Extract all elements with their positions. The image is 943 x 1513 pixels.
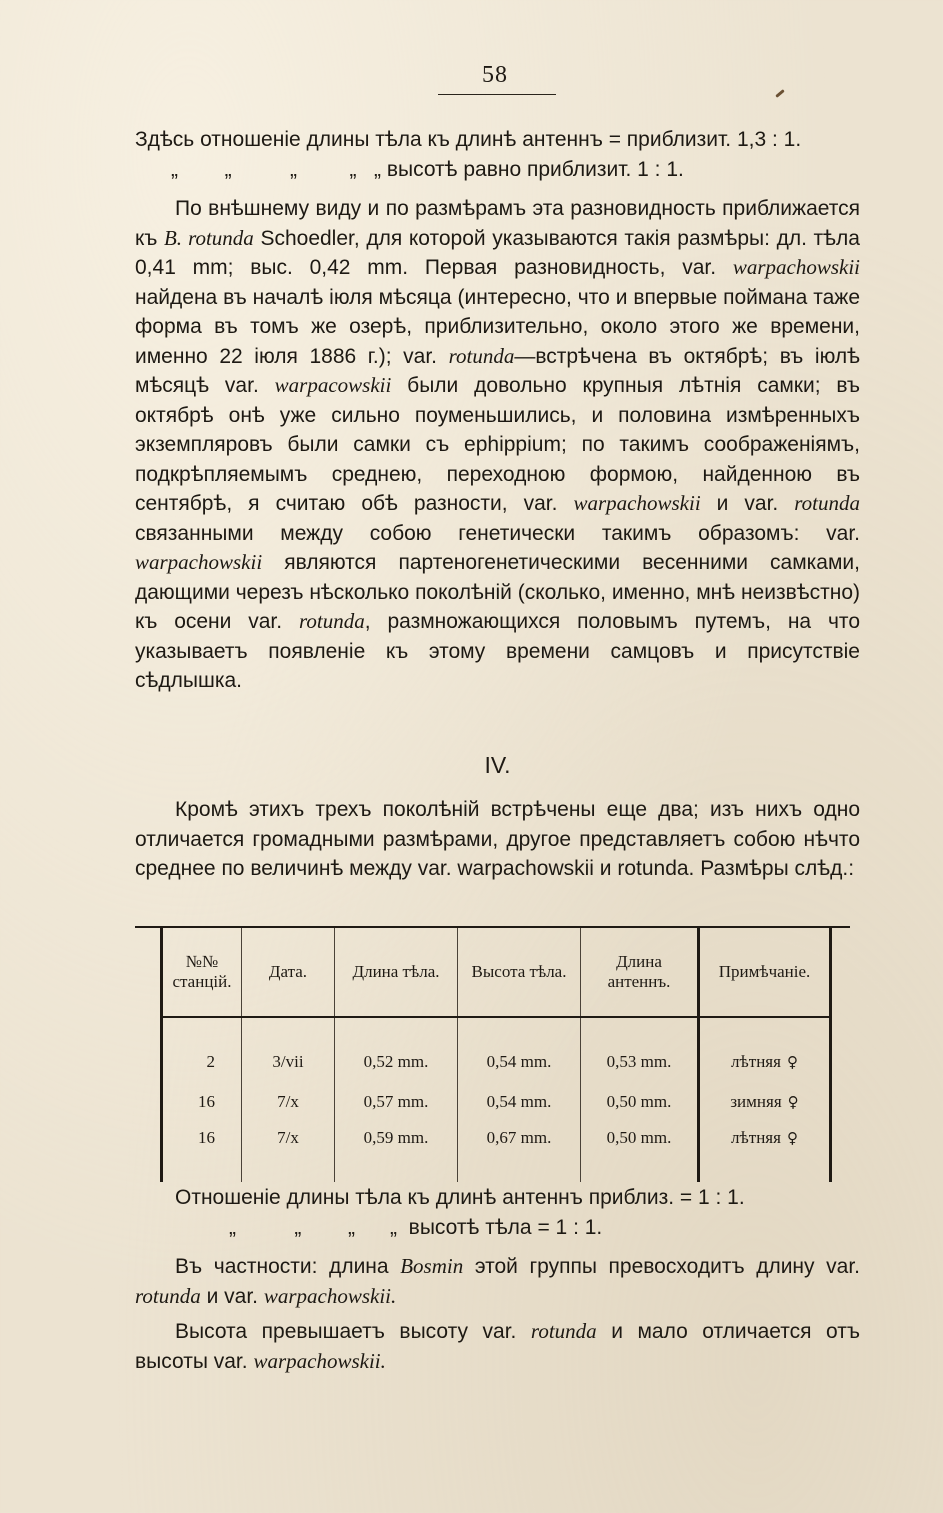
female-symbol-icon: ♀ <box>786 1053 798 1071</box>
cell-antenna: 0,50 mm. <box>581 1082 699 1122</box>
cell-note <box>699 1082 831 1122</box>
page-number: 58 <box>482 62 508 88</box>
table-row <box>162 1082 831 1122</box>
ditto-marks: „ „ „ „ „ <box>171 157 387 181</box>
text-run: , размножающихся половымъ путемъ, на что указываетъ появленіе къ этому времени самцовъ и присутствіе сѣдлышка. <box>135 610 860 692</box>
text-run: и var. <box>200 1284 264 1308</box>
paragraph-3a <box>135 1252 860 1311</box>
text-run: По внѣшнему виду и по размѣрамъ эта разновидность приближается къ <box>135 197 860 250</box>
italic-taxon: warpachowskii <box>732 255 860 279</box>
paragraph-2-text: Кромѣ этихъ трехъ поколѣній встрѣчены еще два; изъ нихъ одно отличается громадными размѣрами, другое представляетъ собою нѣчто среднее по величинѣ между var. warpachowskii и rotunda. Размѣры слѣд.: <box>135 798 860 880</box>
cell-station: 16 <box>162 1082 242 1122</box>
paragraph-3 <box>135 1252 860 1376</box>
italic-taxon: warpachowskii <box>573 491 701 515</box>
italic-taxon: warpachowskii. <box>253 1348 386 1373</box>
text-run: найдена въ началѣ іюля мѣсяца (интересно, что и впервые поймана таже форма въ томъ же озерѣ, приблизительно, около этого же времени, именно 22 іюля 1886 г.); var. <box>135 285 860 368</box>
cell-height: 0,54 mm. <box>458 1017 581 1082</box>
text-run: были довольно крупныя лѣтнія самки; въ октябрѣ онѣ уже сильно поуменьшились, и половина измѣренныхъ экземпляровъ были самки съ ephippium; по такимъ соображеніямъ, подкрѣпляемымъ среднею, переходною формою, найденною въ сентябрѣ, я считаю обѣ разности, var. <box>135 374 860 515</box>
measurements-table <box>160 928 832 1182</box>
ratio-line-2 <box>135 155 860 185</box>
paragraph-1 <box>135 194 860 696</box>
italic-taxon: warpachowskii. <box>263 1283 397 1308</box>
note-text: лѣтняя <box>731 1052 781 1071</box>
cell-antenna: 0,50 mm. <box>581 1122 699 1182</box>
ratio-line-2-text: высотѣ равно приблизит. 1 : 1. <box>386 157 684 181</box>
ratio-block-1 <box>135 125 860 184</box>
cell-height: 0,54 mm. <box>458 1082 581 1122</box>
italic-taxon: rotunda <box>135 1283 201 1308</box>
italic-taxon: warpacowskii <box>274 373 392 397</box>
cell-height: 0,67 mm. <box>458 1122 581 1182</box>
paragraph-1-text <box>135 194 860 696</box>
text-run: Schoedler, для которой указываются такія размѣры: дл. тѣла 0,41 mm; выс. 0,42 mm. Первая разновидность, var. <box>135 226 860 279</box>
ink-smudge <box>775 89 785 98</box>
header-note: Примѣчаніе. <box>699 928 831 1017</box>
text-run: связанными между собою генетически такимъ образомъ: var. <box>135 521 860 545</box>
header-station: №№ станцій. <box>162 928 242 1017</box>
cell-date: 7/x <box>242 1122 335 1182</box>
italic-taxon: rotunda <box>299 609 365 633</box>
header-rule <box>438 94 556 95</box>
text-run: этой группы превосходитъ длину var. <box>463 1255 860 1278</box>
header-body-height: Высота тѣла. <box>458 928 581 1017</box>
cell-station: 2 <box>162 1017 242 1082</box>
text-run: Высота превышаетъ высоту var. <box>175 1320 531 1343</box>
ratio-line-1: Отношеніе длины тѣла къ длинѣ антеннъ приблиз. = 1 : 1. <box>175 1186 745 1209</box>
text-run: Въ частности: длина <box>175 1255 401 1278</box>
section-heading: IV. <box>484 752 511 778</box>
text-run: —встрѣчена въ октябрѣ; въ іюлѣ мѣсяцѣ var. <box>135 344 860 397</box>
cell-length: 0,59 mm. <box>335 1122 458 1182</box>
cell-antenna: 0,53 mm. <box>581 1017 699 1082</box>
note-text: лѣтняя <box>731 1128 781 1147</box>
italic-taxon: B. rotunda <box>163 225 254 250</box>
text-run: являются партеногенетическими весенними самками, дающими черезъ нѣсколько поколѣній (сколько, именно, мнѣ неизвѣстно) къ осени var. <box>135 551 860 633</box>
header-date: Дата. <box>242 928 335 1017</box>
ratio-block-2 <box>135 1183 860 1242</box>
cell-note <box>699 1017 831 1082</box>
text-run: и мало отличается отъ высоты var. <box>135 1320 861 1373</box>
ditto-marks: „ „ „ „ <box>229 1215 409 1239</box>
cell-date: 3/vii <box>242 1017 335 1082</box>
note-text: зимняя <box>730 1092 782 1111</box>
table-row <box>162 1122 831 1182</box>
table-header-row <box>162 928 831 1017</box>
female-symbol-icon: ♀ <box>786 1129 798 1147</box>
header-body-length: Длина тѣла. <box>335 928 458 1017</box>
female-symbol-icon: ♀ <box>787 1093 799 1111</box>
header-antenna-length: Длина антеннъ. <box>581 928 699 1017</box>
italic-taxon: rotunda <box>448 343 515 368</box>
cell-length: 0,52 mm. <box>335 1017 458 1082</box>
ratio-line-2 <box>135 1213 860 1243</box>
cell-date: 7/x <box>242 1082 335 1122</box>
italic-taxon: rotunda <box>530 1319 597 1343</box>
cell-length: 0,57 mm. <box>335 1082 458 1122</box>
paragraph-2 <box>135 795 860 884</box>
italic-taxon: warpachowskii <box>135 550 263 574</box>
table-row <box>162 1017 831 1082</box>
cell-station: 16 <box>162 1122 242 1182</box>
ratio-line-2-text: высотѣ тѣла = 1 : 1. <box>408 1215 603 1239</box>
ratio-line-1: Здѣсь отношеніе длины тѣла къ длинѣ антеннъ = приблизит. 1,3 : 1. <box>135 128 802 151</box>
text-run: и var. <box>700 492 795 515</box>
italic-taxon: Bosmin <box>400 1254 464 1278</box>
italic-taxon: rotunda <box>794 491 860 515</box>
cell-note <box>699 1122 831 1182</box>
paragraph-3b <box>135 1317 860 1376</box>
